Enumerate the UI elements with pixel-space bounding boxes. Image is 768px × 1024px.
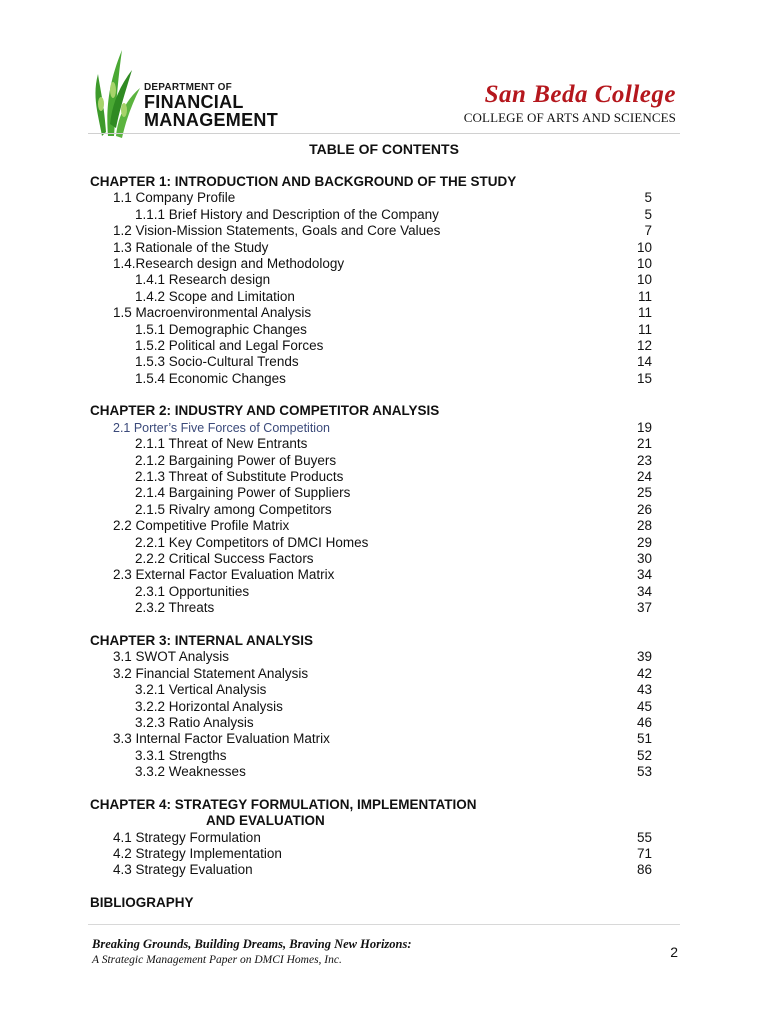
- toc-entry[interactable]: [90, 731, 652, 747]
- page-number: 2: [670, 944, 678, 960]
- toc-entry-label: 1.2 Vision-Mission Statements, Goals and Core Values: [113, 223, 441, 239]
- toc-entry-page: 15: [636, 370, 652, 386]
- toc-entry-page: 10: [636, 255, 652, 271]
- department-line-1: DEPARTMENT OF: [144, 82, 232, 93]
- toc-entry[interactable]: [90, 272, 652, 288]
- toc-entry[interactable]: [90, 371, 652, 387]
- toc-chapter-heading[interactable]: [90, 403, 652, 419]
- department-line-2: FINANCIAL: [144, 92, 244, 112]
- toc-entry-label: 1.1.1 Brief History and Description of the Company: [135, 206, 439, 222]
- toc-entry-page: 5: [644, 206, 652, 222]
- toc-entry[interactable]: [90, 699, 652, 715]
- toc-entry-label: CHAPTER 4: STRATEGY FORMULATION, IMPLEMENTATION: [90, 796, 477, 812]
- toc-entry-label: 2.1.1 Threat of New Entrants: [135, 436, 308, 452]
- toc-entry[interactable]: [90, 453, 652, 469]
- toc-chapter-heading[interactable]: [90, 633, 652, 649]
- department-name: [144, 82, 278, 129]
- toc-entry-label: CHAPTER 1: INTRODUCTION AND BACKGROUND OF THE STUDY: [90, 174, 517, 189]
- toc-title: TABLE OF CONTENTS: [309, 141, 459, 157]
- toc-entry[interactable]: [90, 469, 652, 485]
- toc-entry-label: 2.1.2 Bargaining Power of Buyers: [135, 452, 337, 468]
- toc-entry-label: 2.3.2 Threats: [135, 600, 215, 616]
- footer-divider: [88, 924, 680, 925]
- toc-entry-page: 34: [636, 583, 652, 599]
- toc-entry[interactable]: [90, 190, 652, 206]
- toc-entry-label: 2.3.1 Opportunities: [135, 583, 250, 599]
- toc-entry-label: 2.2 Competitive Profile Matrix: [113, 518, 290, 534]
- toc-entry-label: 3.3.2 Weaknesses: [135, 764, 246, 780]
- toc-entry[interactable]: [90, 551, 652, 567]
- toc-entry-label: CHAPTER 3: INTERNAL ANALYSIS: [90, 632, 314, 648]
- toc-entry-label: 1.3 Rationale of the Study: [113, 239, 269, 255]
- toc-entry[interactable]: [90, 649, 652, 665]
- toc-entry-label: 1.5.4 Economic Changes: [135, 370, 286, 386]
- toc-entry-label: 1.4.2 Scope and Limitation: [135, 288, 295, 304]
- toc-entry-page: 7: [644, 223, 652, 239]
- toc-entry[interactable]: [90, 567, 652, 583]
- toc-entry-label: 1.5.2 Political and Legal Forces: [135, 337, 324, 353]
- toc-entry-label: 3.3 Internal Factor Evaluation Matrix: [113, 731, 330, 747]
- footer-subtitle: A Strategic Management Paper on DMCI Homes, Inc.: [92, 954, 342, 966]
- toc-entry-page: 26: [636, 501, 652, 517]
- toc-entry-page: 39: [636, 649, 652, 665]
- toc-entry-label: 3.1 SWOT Analysis: [113, 649, 230, 665]
- toc-spacer: [90, 780, 652, 796]
- toc-entry-label: 4.3 Strategy Evaluation: [113, 862, 253, 878]
- toc-entry-label: 1.4.Research design and Methodology: [113, 255, 345, 271]
- toc-entry-page: 34: [636, 567, 652, 583]
- toc-entry-page: 25: [636, 485, 652, 501]
- toc-entry[interactable]: [90, 485, 652, 501]
- toc-entry[interactable]: [90, 764, 652, 780]
- toc-entry[interactable]: [90, 502, 652, 518]
- toc-entry-label: 3.2.2 Horizontal Analysis: [135, 698, 283, 714]
- college-name: San Beda College: [484, 81, 676, 108]
- toc-entry-page: 52: [636, 747, 652, 763]
- toc-entry-label: AND EVALUATION: [206, 813, 325, 829]
- department-line-3: MANAGEMENT: [144, 110, 278, 130]
- toc-entry-page: 14: [636, 354, 652, 370]
- toc-entry-page: 11: [637, 288, 652, 304]
- toc-entry-label: 1.1 Company Profile: [113, 190, 236, 206]
- toc-entry-label: 2.3 External Factor Evaluation Matrix: [113, 567, 335, 583]
- toc-entry[interactable]: [90, 846, 652, 862]
- toc-entry-page: 42: [636, 665, 652, 681]
- toc-entry-page: 55: [636, 829, 652, 845]
- toc-entry-page: 43: [636, 682, 652, 698]
- toc-entry-label: 3.3.1 Strengths: [135, 747, 227, 763]
- toc-chapter-heading[interactable]: [90, 797, 652, 813]
- toc-entry[interactable]: [90, 862, 652, 878]
- toc-entry-label: 3.2.1 Vertical Analysis: [135, 682, 267, 698]
- toc-entry[interactable]: [90, 518, 652, 534]
- toc-entry[interactable]: [90, 207, 652, 223]
- toc-entry-label: 1.5.3 Socio-Cultural Trends: [135, 354, 299, 370]
- toc-entry-page: 53: [636, 764, 652, 780]
- toc-entry-page: 21: [636, 436, 652, 452]
- toc-spacer: [90, 387, 652, 403]
- toc-entry[interactable]: [90, 289, 652, 305]
- toc-entry-page: 45: [636, 698, 652, 714]
- toc-entry-page: 29: [636, 534, 652, 550]
- toc-entry-label: 4.1 Strategy Formulation: [113, 829, 261, 845]
- toc-chapter-heading[interactable]: [90, 895, 652, 911]
- toc-spacer: [90, 617, 652, 633]
- toc-entry[interactable]: [90, 305, 652, 321]
- toc-entry[interactable]: [90, 223, 652, 239]
- toc-entry-label: CHAPTER 2: INDUSTRY AND COMPETITOR ANALYSIS: [90, 403, 440, 419]
- toc-entry-page: 23: [636, 452, 652, 468]
- toc-entry-page: 24: [636, 469, 652, 485]
- toc-entry[interactable]: [90, 715, 652, 731]
- toc-entry[interactable]: [90, 354, 652, 370]
- toc-entry-label: 2.2.2 Critical Success Factors: [135, 550, 314, 566]
- toc-chapter-heading[interactable]: [90, 813, 652, 829]
- toc-entry-label: BIBLIOGRAPHY: [90, 895, 194, 911]
- toc-entry[interactable]: [90, 830, 652, 846]
- toc-entry-page: 86: [636, 862, 652, 878]
- toc-entry[interactable]: [90, 338, 652, 354]
- toc-entry-label: 2.1.5 Rivalry among Competitors: [135, 501, 332, 517]
- toc-entry[interactable]: [90, 256, 652, 272]
- department-logo: [88, 44, 288, 140]
- toc-entry-page: 46: [636, 714, 652, 730]
- toc-entry-page: 37: [636, 600, 652, 616]
- toc-entry[interactable]: [90, 322, 652, 338]
- toc-entry-label: 2.1.4 Bargaining Power of Suppliers: [135, 485, 351, 501]
- toc-entry[interactable]: [90, 240, 652, 256]
- toc-spacer: [90, 879, 652, 895]
- college-logo: [464, 82, 676, 126]
- toc-entry-page: 19: [636, 419, 652, 435]
- toc-entry-label: 1.5.1 Demographic Changes: [135, 321, 307, 337]
- toc-entry-label: 4.2 Strategy Implementation: [113, 846, 282, 862]
- toc-entry-page: 12: [636, 337, 652, 353]
- toc-entry[interactable]: [90, 584, 652, 600]
- toc-entry-page: 11: [637, 305, 652, 321]
- toc-entry-page: 10: [636, 239, 652, 255]
- toc-entry-label: 1.5 Macroenvironmental Analysis: [113, 305, 312, 321]
- toc-entry[interactable]: [90, 535, 652, 551]
- footer-title: Breaking Grounds, Building Dreams, Braving New Horizons:: [92, 937, 412, 951]
- toc-entry-label: 1.4.1 Research design: [135, 272, 271, 288]
- toc-entry-label: 3.2.3 Ratio Analysis: [135, 714, 254, 730]
- toc-entry[interactable]: [90, 420, 652, 436]
- header-divider: [88, 133, 680, 134]
- toc-entry-label: 2.2.1 Key Competitors of DMCI Homes: [135, 534, 369, 550]
- toc-entry[interactable]: [90, 682, 652, 698]
- toc-entry-label: 3.2 Financial Statement Analysis: [113, 665, 309, 681]
- toc-entry-page: 10: [636, 272, 652, 288]
- toc-entry[interactable]: [90, 748, 652, 764]
- toc-entry[interactable]: [90, 436, 652, 452]
- toc-entry-page: 51: [636, 731, 652, 747]
- toc-entry-page: 5: [644, 190, 652, 206]
- toc-entry[interactable]: [90, 600, 652, 616]
- table-of-contents: [90, 174, 652, 912]
- toc-entry-label: 2.1.3 Threat of Substitute Products: [135, 469, 344, 485]
- toc-entry[interactable]: [90, 666, 652, 682]
- toc-entry-page: 71: [636, 846, 652, 862]
- toc-entry-page: 30: [636, 550, 652, 566]
- toc-chapter-heading[interactable]: [90, 174, 652, 190]
- toc-entry-label: 2.1 Porter’s Five Forces of Competition: [113, 420, 330, 435]
- leaf-logo-icon: [88, 44, 144, 140]
- toc-entry-page: 28: [636, 518, 652, 534]
- college-subtitle: COLLEGE OF ARTS AND SCIENCES: [463, 110, 676, 125]
- toc-entry-page: 11: [637, 321, 652, 337]
